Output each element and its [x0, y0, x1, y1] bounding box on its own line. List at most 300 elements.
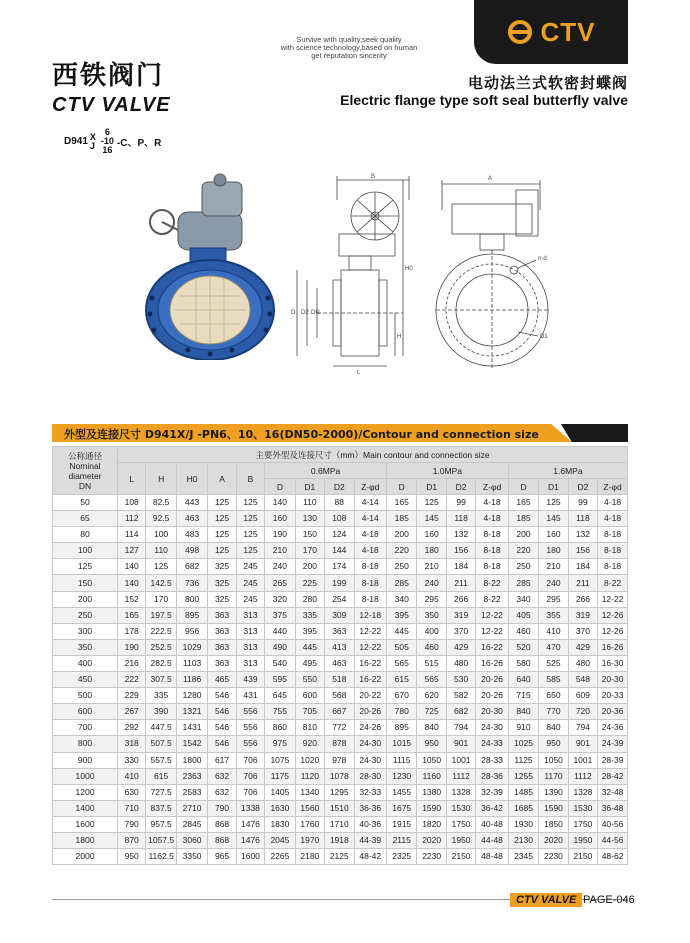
table-row	[53, 511, 628, 527]
table-cell: 546	[208, 736, 236, 752]
table-cell: 1710	[325, 816, 354, 832]
col-header-d2: D2	[568, 479, 597, 495]
table-cell: 2180	[295, 849, 324, 865]
table-cell: 36-36	[354, 800, 386, 816]
table-cell: 540	[265, 655, 295, 671]
table-row	[53, 623, 628, 639]
table-row	[53, 655, 628, 671]
cell-dn: 1600	[53, 816, 118, 832]
table-cell: 200	[508, 527, 538, 543]
table-cell: 8-18	[598, 543, 628, 559]
table-cell: 28-42	[598, 768, 628, 784]
table-cell: 142.5	[146, 575, 176, 591]
col-header-d: D	[508, 479, 538, 495]
cell-dn: 700	[53, 720, 118, 736]
table-row	[53, 849, 628, 865]
table-cell: 710	[117, 800, 145, 816]
table-cell: 1029	[176, 639, 207, 655]
table-cell: 800	[176, 591, 207, 607]
table-cell: 211	[568, 575, 597, 591]
table-cell: 375	[265, 607, 295, 623]
table-cell: 24-30	[354, 752, 386, 768]
table-cell: 32-39	[476, 784, 508, 800]
table-cell: 24-30	[354, 736, 386, 752]
table-cell: 975	[265, 736, 295, 752]
table-cell: 956	[176, 623, 207, 639]
footer-brand: CTV VALVE	[510, 893, 582, 907]
table-cell: 1590	[417, 800, 446, 816]
table-cell: 895	[386, 720, 416, 736]
table-cell: 460	[508, 623, 538, 639]
table-cell: 335	[295, 607, 324, 623]
slogan-line-3: get reputation sincerity	[311, 51, 387, 60]
table-row	[53, 495, 628, 511]
drawing-label-b: B	[371, 174, 376, 180]
table-cell: 350	[417, 607, 446, 623]
table-cell: 240	[539, 575, 568, 591]
table-cell: 240	[265, 559, 295, 575]
table-cell: 609	[568, 688, 597, 704]
table-cell: 110	[295, 495, 324, 511]
table-cell: 550	[295, 672, 324, 688]
table-cell: 400	[417, 623, 446, 639]
table-cell: 145	[539, 511, 568, 527]
table-cell: 8-18	[354, 591, 386, 607]
table-cell: 82.5	[146, 495, 176, 511]
table-cell: 770	[539, 704, 568, 720]
table-cell: 755	[265, 704, 295, 720]
table-cell: 156	[568, 543, 597, 559]
table-cell: 1476	[236, 832, 264, 848]
col-header-h: H	[146, 463, 176, 495]
table-cell: 145	[417, 511, 446, 527]
table-cell: 12-22	[354, 623, 386, 639]
table-cell: 429	[446, 639, 475, 655]
table-cell: 40-56	[598, 816, 628, 832]
table-cell: 325	[208, 559, 236, 575]
table-cell: 705	[295, 704, 324, 720]
cell-dn: 100	[53, 543, 118, 559]
table-cell: 28-33	[476, 752, 508, 768]
table-cell: 978	[325, 752, 354, 768]
table-cell: 565	[386, 655, 416, 671]
valve-photo	[138, 170, 278, 360]
table-cell: 507.5	[146, 736, 176, 752]
table-cell: 160	[265, 511, 295, 527]
table-cell: 1328	[446, 784, 475, 800]
table-cell: 4-18	[476, 495, 508, 511]
table-cell: 3350	[176, 849, 207, 865]
table-cell: 632	[208, 784, 236, 800]
table-cell: 174	[325, 559, 354, 575]
table-cell: 460	[417, 639, 446, 655]
table-cell: 48-48	[476, 849, 508, 865]
table-cell: 150	[295, 527, 324, 543]
table-cell: 1186	[176, 672, 207, 688]
table-cell: 12-22	[354, 639, 386, 655]
table-cell: 2710	[176, 800, 207, 816]
table-cell: 325	[208, 575, 236, 591]
table-cell: 250	[386, 559, 416, 575]
table-cell: 439	[236, 672, 264, 688]
table-cell: 1630	[265, 800, 295, 816]
table-cell: 132	[446, 527, 475, 543]
table-cell: 640	[508, 672, 538, 688]
table-cell: 20-26	[354, 704, 386, 720]
cell-dn: 1800	[53, 832, 118, 848]
table-row	[53, 639, 628, 655]
logo-box	[474, 0, 628, 64]
table-body	[53, 495, 628, 865]
col-header-d: D	[265, 479, 295, 495]
table-cell: 180	[539, 543, 568, 559]
table-cell: 8-18	[354, 559, 386, 575]
table-cell: 556	[236, 704, 264, 720]
table-cell: 1590	[539, 800, 568, 816]
table-cell: 557.5	[146, 752, 176, 768]
table-cell: 266	[446, 591, 475, 607]
table-cell: 20-30	[598, 672, 628, 688]
table-cell: 88	[325, 495, 354, 511]
table-cell: 556	[236, 736, 264, 752]
table-cell: 292	[117, 720, 145, 736]
table-cell: 1075	[265, 752, 295, 768]
table-cell: 431	[236, 688, 264, 704]
cell-dn: 500	[53, 688, 118, 704]
table-cell: 2230	[417, 849, 446, 865]
table-cell: 410	[539, 623, 568, 639]
table-cell: 580	[508, 655, 538, 671]
table-cell: 870	[117, 832, 145, 848]
cell-dn: 400	[53, 655, 118, 671]
table-cell: 190	[117, 639, 145, 655]
cell-dn: 65	[53, 511, 118, 527]
table-cell: 363	[208, 639, 236, 655]
table-cell: 99	[446, 495, 475, 511]
table-cell: 170	[295, 543, 324, 559]
table-cell: 16-26	[476, 655, 508, 671]
table-cell: 4-18	[354, 543, 386, 559]
table-cell: 245	[236, 591, 264, 607]
table-cell: 1930	[508, 816, 538, 832]
cell-dn: 900	[53, 752, 118, 768]
table-cell: 363	[325, 623, 354, 639]
table-cell: 720	[568, 704, 597, 720]
table-cell: 12-26	[598, 623, 628, 639]
table-cell: 48-62	[598, 849, 628, 865]
table-cell: 24-26	[354, 720, 386, 736]
side-view-drawing	[283, 170, 423, 380]
cell-dn: 80	[53, 527, 118, 543]
table-row	[53, 752, 628, 768]
table-cell: 1255	[508, 768, 538, 784]
table-cell: 160	[417, 527, 446, 543]
table-cell: 222	[117, 672, 145, 688]
table-cell: 1485	[508, 784, 538, 800]
table-cell: 483	[176, 527, 207, 543]
table-cell: 546	[208, 720, 236, 736]
table-cell: 2345	[508, 849, 538, 865]
table-cell: 405	[508, 607, 538, 623]
table-cell: 1850	[539, 816, 568, 832]
table-cell: 2130	[508, 832, 538, 848]
slogan	[274, 36, 424, 60]
table-cell: 1560	[295, 800, 324, 816]
table-cell: 1685	[508, 800, 538, 816]
model-code	[64, 128, 161, 155]
cell-dn: 800	[53, 736, 118, 752]
table-cell: 178	[117, 623, 145, 639]
table-cell: 498	[176, 543, 207, 559]
table-cell: 165	[508, 495, 538, 511]
table-cell: 1025	[508, 736, 538, 752]
table-cell: 16-22	[476, 639, 508, 655]
table-cell: 180	[417, 543, 446, 559]
table-cell: 12-26	[598, 607, 628, 623]
model-pressure-mid: -10	[100, 136, 114, 146]
table-cell: 108	[325, 511, 354, 527]
table-cell: 1476	[236, 816, 264, 832]
table-cell: 4-18	[598, 511, 628, 527]
table-cell: 736	[176, 575, 207, 591]
cell-dn: 50	[53, 495, 118, 511]
table-cell: 220	[386, 543, 416, 559]
table-cell: 319	[446, 607, 475, 623]
table-cell: 165	[117, 607, 145, 623]
table-cell: 110	[146, 543, 176, 559]
table-row	[53, 688, 628, 704]
table-cell: 463	[176, 511, 207, 527]
table-cell: 772	[325, 720, 354, 736]
table-row	[53, 559, 628, 575]
table-cell: 1530	[568, 800, 597, 816]
table-cell: 24-36	[598, 720, 628, 736]
table-row	[53, 607, 628, 623]
table-cell: 216	[117, 655, 145, 671]
table-cell: 125	[417, 495, 446, 511]
table-cell: 12-22	[476, 607, 508, 623]
table-cell: 645	[265, 688, 295, 704]
col-header-h0: H0	[176, 463, 207, 495]
table-cell: 525	[539, 655, 568, 671]
table-cell: 868	[208, 816, 236, 832]
table-cell: 20-33	[598, 688, 628, 704]
table-cell: 363	[208, 607, 236, 623]
table-cell: 340	[386, 591, 416, 607]
table-cell: 245	[236, 575, 264, 591]
table-cell: 2325	[386, 849, 416, 865]
table-cell: 440	[265, 623, 295, 639]
table-cell: 670	[386, 688, 416, 704]
table-cell: 8-22	[476, 591, 508, 607]
table-cell: 125	[236, 527, 264, 543]
model-suffix: -C、P、R	[116, 138, 162, 149]
cell-dn: 125	[53, 559, 118, 575]
drawing-label-dn: DN	[311, 310, 320, 316]
table-cell: 2583	[176, 784, 207, 800]
table-cell: 1001	[446, 752, 475, 768]
model-pressure-top: 6	[104, 127, 110, 137]
table-cell: 860	[265, 720, 295, 736]
logo-text: CTV	[540, 16, 596, 47]
table-cell: 197.5	[146, 607, 176, 623]
table-cell: 240	[417, 575, 446, 591]
table-cell: 127	[117, 543, 145, 559]
page-title-en: Electric flange type soft seal butterfly valve	[340, 92, 628, 108]
table-cell: 252.5	[146, 639, 176, 655]
table-cell: 1340	[295, 784, 324, 800]
table-cell: 2150	[446, 849, 475, 865]
model-material-stack	[90, 133, 96, 151]
table-cell: 313	[236, 607, 264, 623]
table-cell: 32-48	[598, 784, 628, 800]
page-number: PAGE-046	[583, 894, 635, 906]
table-cell: 12-22	[598, 591, 628, 607]
cell-dn: 300	[53, 623, 118, 639]
table-cell: 99	[568, 495, 597, 511]
table-cell: 254	[325, 591, 354, 607]
table-cell: 165	[386, 495, 416, 511]
table-cell: 837.5	[146, 800, 176, 816]
table-cell: 582	[446, 688, 475, 704]
table-row	[53, 704, 628, 720]
table-cell: 950	[539, 736, 568, 752]
cell-dn: 200	[53, 591, 118, 607]
table-cell: 36-48	[598, 800, 628, 816]
table-cell: 4-14	[354, 495, 386, 511]
table-cell: 1125	[508, 752, 538, 768]
table-cell: 790	[117, 816, 145, 832]
table-cell: 200	[295, 559, 324, 575]
table-cell: 307.5	[146, 672, 176, 688]
drawing-label-l: L	[357, 370, 361, 376]
table-cell: 320	[265, 591, 295, 607]
table-cell: 285	[508, 575, 538, 591]
drawing-label-d1: D1	[540, 334, 548, 340]
table-cell: 4-14	[354, 511, 386, 527]
table-cell: 1600	[236, 849, 264, 865]
table-cell: 20-36	[598, 704, 628, 720]
table-cell: 44-39	[354, 832, 386, 848]
table-row	[53, 527, 628, 543]
table-cell: 632	[208, 768, 236, 784]
page-title-cn: 电动法兰式软密封蝶阀	[467, 74, 628, 92]
table-row	[53, 591, 628, 607]
table-cell: 1820	[417, 816, 446, 832]
table-cell: 546	[208, 688, 236, 704]
table-cell: 447.5	[146, 720, 176, 736]
col-header-d1: D1	[295, 479, 324, 495]
table-cell: 1115	[386, 752, 416, 768]
table-cell: 124	[325, 527, 354, 543]
dn-header-cn: 公称通径	[67, 450, 102, 461]
table-cell: 1390	[539, 784, 568, 800]
table-cell: 1918	[325, 832, 354, 848]
table-cell: 1542	[176, 736, 207, 752]
table-cell: 480	[568, 655, 597, 671]
table-cell: 340	[508, 591, 538, 607]
table-cell: 32-33	[354, 784, 386, 800]
table-cell: 280	[295, 591, 324, 607]
table-cell: 20-26	[476, 688, 508, 704]
table-cell: 2020	[539, 832, 568, 848]
table-cell: 1160	[417, 768, 446, 784]
table-cell: 92.5	[146, 511, 176, 527]
table-cell: 1120	[295, 768, 324, 784]
table-cell: 556	[236, 720, 264, 736]
table-row	[53, 816, 628, 832]
table-cell: 1760	[295, 816, 324, 832]
table-cell: 118	[568, 511, 597, 527]
table-cell: 266	[568, 591, 597, 607]
drawing-label-d: D	[291, 310, 296, 316]
table-cell: 600	[295, 688, 324, 704]
table-cell: 443	[176, 495, 207, 511]
table-row	[53, 543, 628, 559]
table-cell: 390	[146, 704, 176, 720]
table-cell: 40-36	[354, 816, 386, 832]
table-cell: 185	[508, 511, 538, 527]
table-cell: 118	[446, 511, 475, 527]
col-header-z: Z-φd	[476, 479, 508, 495]
table-cell: 1950	[446, 832, 475, 848]
cell-dn: 250	[53, 607, 118, 623]
table-cell: 2265	[265, 849, 295, 865]
table-row	[53, 784, 628, 800]
table-cell: 170	[146, 591, 176, 607]
table-cell: 1830	[265, 816, 295, 832]
table-cell: 1020	[295, 752, 324, 768]
table-cell: 682	[446, 704, 475, 720]
col-header-z: Z-φd	[598, 479, 628, 495]
table-cell: 125	[208, 527, 236, 543]
table-cell: 682	[176, 559, 207, 575]
table-cell: 8-22	[476, 575, 508, 591]
table-cell: 505	[386, 639, 416, 655]
table-cell: 1915	[386, 816, 416, 832]
table-cell: 114	[117, 527, 145, 543]
brand-block	[52, 55, 171, 117]
table-cell: 12-22	[476, 623, 508, 639]
table-cell: 1057.5	[146, 832, 176, 848]
table-cell: 20-30	[476, 704, 508, 720]
table-cell: 585	[539, 672, 568, 688]
table-cell: 40-48	[476, 816, 508, 832]
table-cell: 44-56	[598, 832, 628, 848]
table-cell: 318	[117, 736, 145, 752]
table-cell: 125	[208, 495, 236, 511]
col-header-d2: D2	[446, 479, 475, 495]
table-cell: 1015	[386, 736, 416, 752]
table-cell: 152	[117, 591, 145, 607]
table-cell: 125	[236, 511, 264, 527]
table-cell: 548	[568, 672, 597, 688]
col-header-d1: D1	[539, 479, 568, 495]
table-cell: 200	[386, 527, 416, 543]
table-cell: 285	[386, 575, 416, 591]
main-header: 主要外型及连接尺寸（mm）Main contour and connection size	[117, 447, 627, 463]
table-cell: 620	[417, 688, 446, 704]
table-cell: 910	[508, 720, 538, 736]
table-cell: 1750	[446, 816, 475, 832]
table-cell: 1001	[568, 752, 597, 768]
table-cell: 185	[386, 511, 416, 527]
table-cell: 125	[208, 543, 236, 559]
table-cell: 410	[117, 768, 145, 784]
table-cell: 1175	[265, 768, 295, 784]
table-cell: 319	[568, 607, 597, 623]
table-cell: 295	[417, 591, 446, 607]
